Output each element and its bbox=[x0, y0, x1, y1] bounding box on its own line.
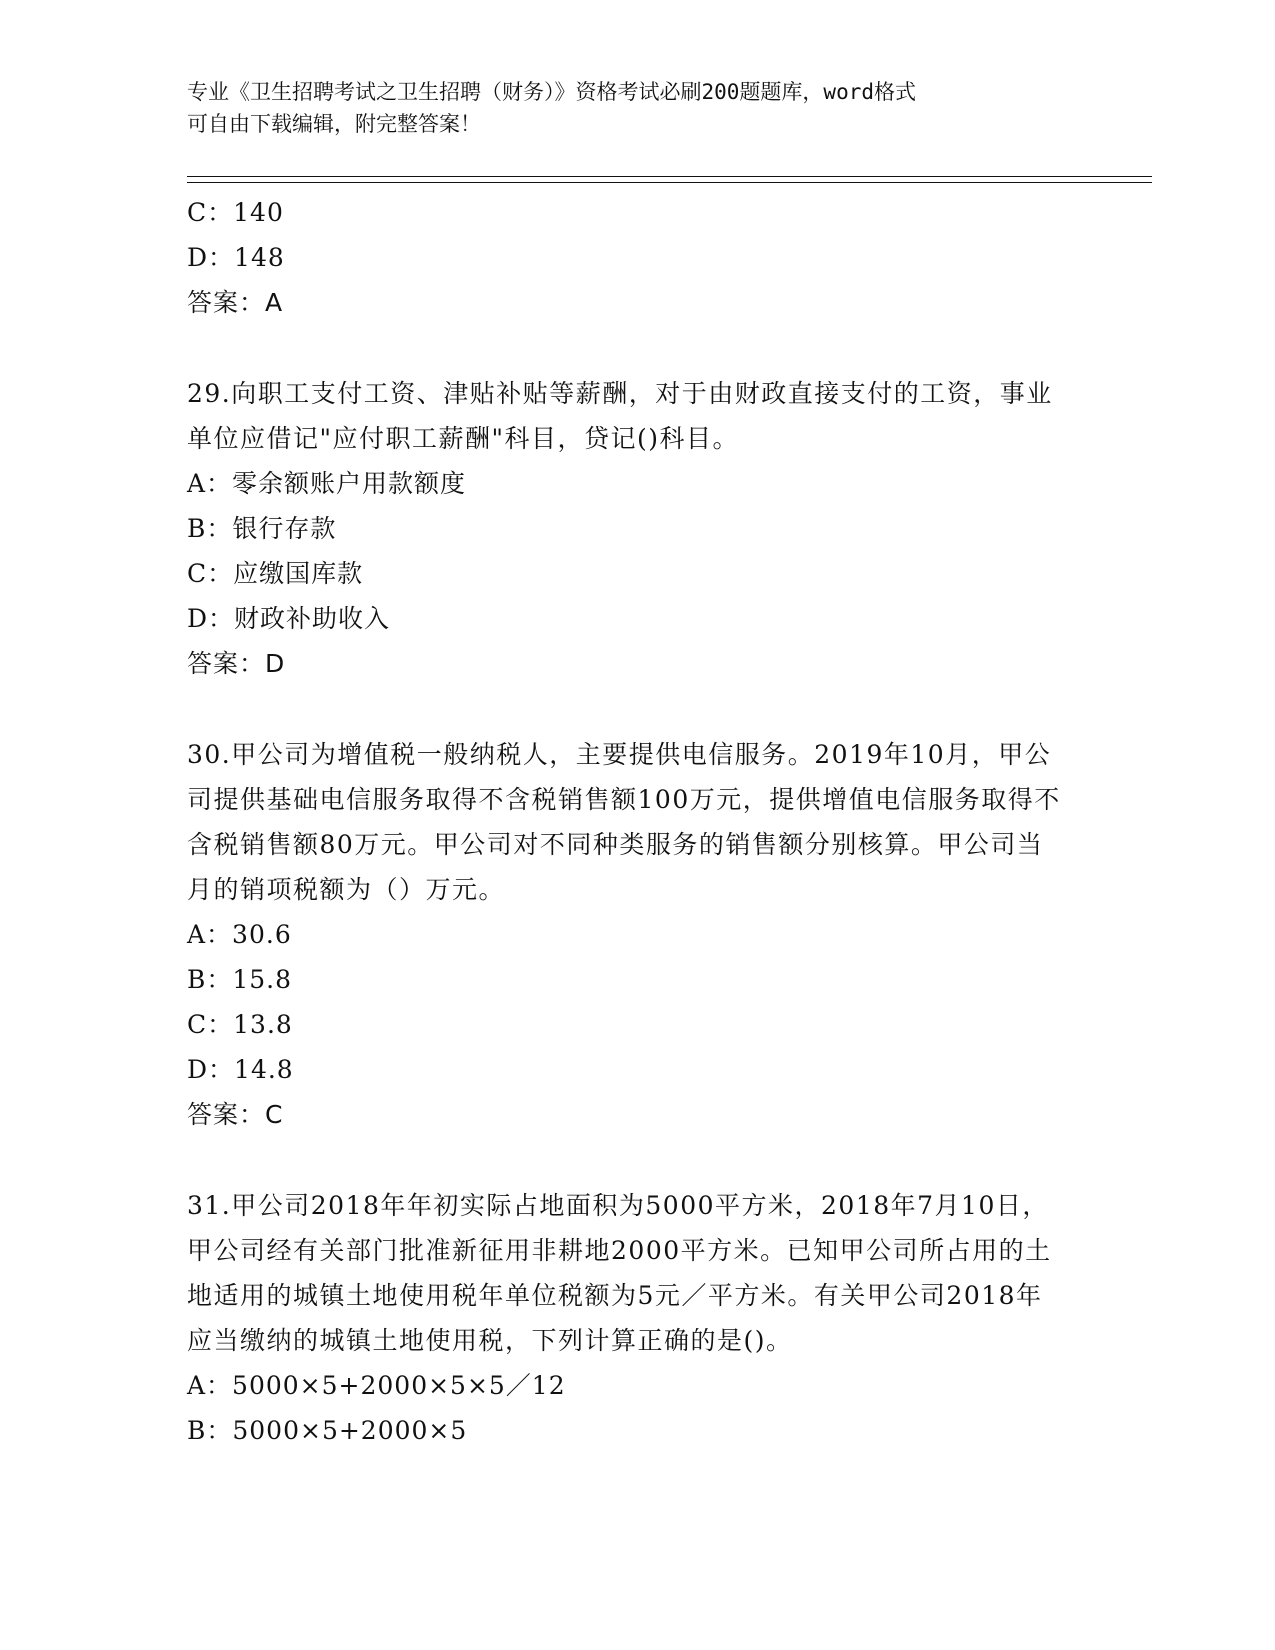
continued-question bbox=[187, 190, 1087, 325]
answer-line: 答案：C bbox=[187, 1100, 284, 1129]
question-31 bbox=[187, 1183, 1087, 1453]
option-c: C：13.8 bbox=[187, 1010, 293, 1039]
question-text: 30.甲公司为增值税一般纳税人，主要提供电信服务。2019年10月，甲公司提供基础电信服务取得不含税销售额100万元，提供增值电信服务取得不含税销售额80万元。甲公司对不同种类服务的销售额分别核算。甲公司当月的销项税额为（）万元。 bbox=[187, 740, 1061, 904]
option-d: D：148 bbox=[187, 243, 285, 272]
answer-line: 答案：A bbox=[187, 288, 284, 317]
option-b: B：15.8 bbox=[187, 965, 293, 994]
option-b: B：银行存款 bbox=[187, 514, 337, 543]
option-c: C：应缴国库款 bbox=[187, 559, 364, 588]
option-a: A：5000×5+2000×5×5／12 bbox=[187, 1371, 566, 1400]
option-a: A：零余额账户用款额度 bbox=[187, 469, 467, 498]
answer-line: 答案：D bbox=[187, 649, 286, 678]
header-title-line-1: 专业《卫生招聘考试之卫生招聘（财务）》资格考试必刷200题题库，word格式 bbox=[187, 80, 916, 104]
option-a: A：30.6 bbox=[187, 920, 292, 949]
header-title-line-2: 可自由下载编辑，附完整答案！ bbox=[187, 112, 481, 136]
question-29 bbox=[187, 371, 1087, 686]
question-30 bbox=[187, 732, 1087, 1137]
page-header bbox=[187, 76, 1067, 140]
option-d: D：财政补助收入 bbox=[187, 604, 391, 633]
option-d: D：14.8 bbox=[187, 1055, 294, 1084]
question-text: 29.向职工支付工资、津贴补贴等薪酬，对于由财政直接支付的工资，事业单位应借记"应付职工薪酬"科目，贷记()科目。 bbox=[187, 379, 1053, 453]
option-c: C：140 bbox=[187, 198, 284, 227]
header-double-rule bbox=[187, 176, 1152, 183]
document-body bbox=[187, 190, 1087, 1453]
question-text: 31.甲公司2018年年初实际占地面积为5000平方米，2018年7月10日，甲公司经有关部门批准新征用非耕地2000平方米。已知甲公司所占用的土地适用的城镇土地使用税年单位税额为5元／平方米。有关甲公司2018年应当缴纳的城镇土地使用税，下列计算正确的是()。 bbox=[187, 1191, 1052, 1355]
option-b: B：5000×5+2000×5 bbox=[187, 1416, 468, 1445]
